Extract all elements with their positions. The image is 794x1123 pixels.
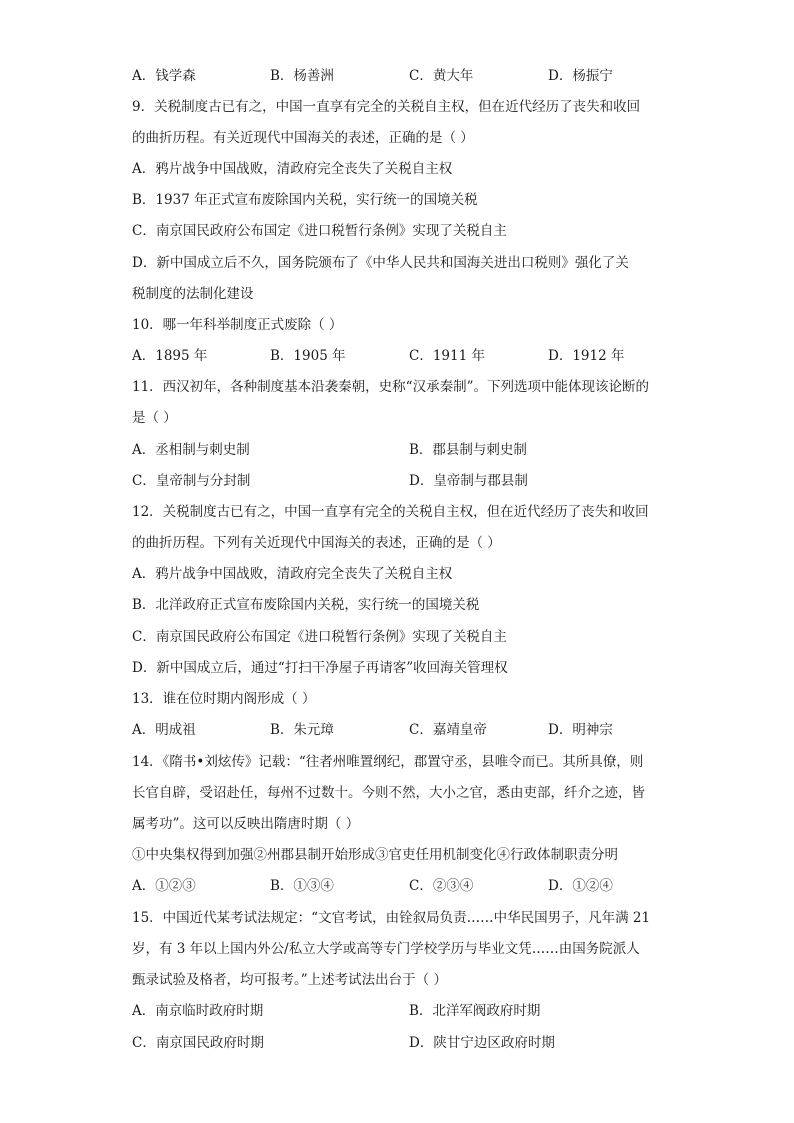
q14-option-b: B．①③④ bbox=[270, 878, 334, 894]
q12-option-b: B．北洋政府正式宣布废除国内关税，实行统一的国境关税 bbox=[132, 597, 480, 613]
q13-stem: 13．谁在位时期内阁形成（ ） bbox=[132, 691, 316, 707]
q15-option-c: C．南京国民政府时期 bbox=[132, 1035, 264, 1051]
q13-option-c: C．嘉靖皇帝 bbox=[409, 722, 487, 738]
q8-option-b: B．杨善洲 bbox=[270, 68, 334, 84]
q11-stem-line-1: 11．西汉初年，各种制度基本沿袭秦朝，史称“汉承秦制”。下列选项中能体现该论断的 bbox=[132, 379, 649, 395]
q12-stem-line-2: 的曲折历程。下列有关近现代中国海关的表述，正确的是（ ） bbox=[132, 535, 501, 551]
q9-option-d-cont: 税制度的法制化建设 bbox=[132, 286, 254, 302]
q15-stem-line-1: 15．中国近代某考试法规定：“文官考试，由铨叙局负责……中华民国男子，凡年满 21 bbox=[132, 910, 651, 926]
q9-option-a: A．鸦片战争中国战败，清政府完全丧失了关税自主权 bbox=[132, 161, 453, 177]
q15-stem-line-2: 岁，有 3 年以上国内外公/私立大学或高等专门学校学历与毕业文凭……由国务院派人 bbox=[132, 941, 640, 957]
q8-option-c: C．黄大年 bbox=[409, 68, 474, 84]
q11-option-b: B．郡县制与刺史制 bbox=[409, 442, 527, 458]
q9-option-d: D．新中国成立后不久，国务院颁布了《中华人民共和国海关进出口税则》强化了关 bbox=[132, 255, 629, 271]
q11-option-c: C．皇帝制与分封制 bbox=[132, 473, 251, 489]
q12-option-d: D．新中国成立后，通过“打扫干净屋子再请客”收回海关管理权 bbox=[132, 660, 508, 676]
q9-option-b: B．1937 年正式宣布废除国内关税，实行统一的国境关税 bbox=[132, 192, 478, 208]
q13-option-a: A．明成祖 bbox=[132, 722, 196, 738]
q11-stem-line-2: 是（ ） bbox=[132, 410, 177, 426]
q15-option-b: B．北洋军阀政府时期 bbox=[409, 1003, 541, 1019]
q10-option-c: C．1911 年 bbox=[409, 348, 485, 364]
q15-option-a: A．南京临时政府时期 bbox=[132, 1003, 264, 1019]
q12-stem-line-1: 12．关税制度古已有之，中国一直享有完全的关税自主权，但在近代经历了丧失和收回 bbox=[132, 504, 649, 520]
q11-option-a: A．丞相制与刺史制 bbox=[132, 442, 250, 458]
q10-option-a: A．1895 年 bbox=[132, 348, 208, 364]
q8-option-a: A．钱学森 bbox=[132, 68, 196, 84]
q14-stem-line-3: 属考功”。这可以反映出隋唐时期（ ） bbox=[132, 816, 360, 832]
q14-statements: ①中央集权得到加强②州郡县制开始形成③官吏任用机制变化④行政体制职责分明 bbox=[132, 847, 618, 863]
q14-option-c: C．②③④ bbox=[409, 878, 474, 894]
q10-option-d: D．1912 年 bbox=[548, 348, 625, 364]
q9-stem-line-1: 9．关税制度古已有之，中国一直享有完全的关税自主权，但在近代经历了丧失和收回 bbox=[132, 99, 641, 115]
q14-stem-line-2: 长官自辟，受诏赴任，每州不过数十。今则不然，大小之官，悉由吏部，纤介之迹，皆 bbox=[132, 785, 645, 801]
q12-option-c: C．南京国民政府公布国定《进口税暂行条例》实现了关税自主 bbox=[132, 629, 507, 645]
q14-option-a: A．①②③ bbox=[132, 878, 196, 894]
q14-stem-line-1: 14．《隋书•刘炫传》记载：“往者州唯置纲纪，郡置守丞，县唯令而已。其所具僚，则 bbox=[132, 754, 644, 770]
q8-option-d: D．杨振宁 bbox=[548, 68, 613, 84]
q9-stem-line-2: 的曲折历程。有关近现代中国海关的表述，正确的是（ ） bbox=[132, 130, 474, 146]
q13-option-b: B．朱元璋 bbox=[270, 722, 334, 738]
q14-option-d: D．①②④ bbox=[548, 878, 613, 894]
q11-option-d: D．皇帝制与郡县制 bbox=[409, 473, 528, 489]
q10-stem: 10．哪一年科举制度正式废除（ ） bbox=[132, 317, 343, 333]
q12-option-a: A．鸦片战争中国战败，清政府完全丧失了关税自主权 bbox=[132, 566, 453, 582]
q10-option-b: B．1905 年 bbox=[270, 348, 346, 364]
q15-option-d: D．陕甘宁边区政府时期 bbox=[409, 1035, 555, 1051]
q15-stem-line-3: 甄录试验及格者，均可报考。”上述考试法出台于（ ） bbox=[132, 972, 447, 988]
q9-option-c: C．南京国民政府公布国定《进口税暂行条例》实现了关税自主 bbox=[132, 223, 507, 239]
q13-option-d: D．明神宗 bbox=[548, 722, 613, 738]
